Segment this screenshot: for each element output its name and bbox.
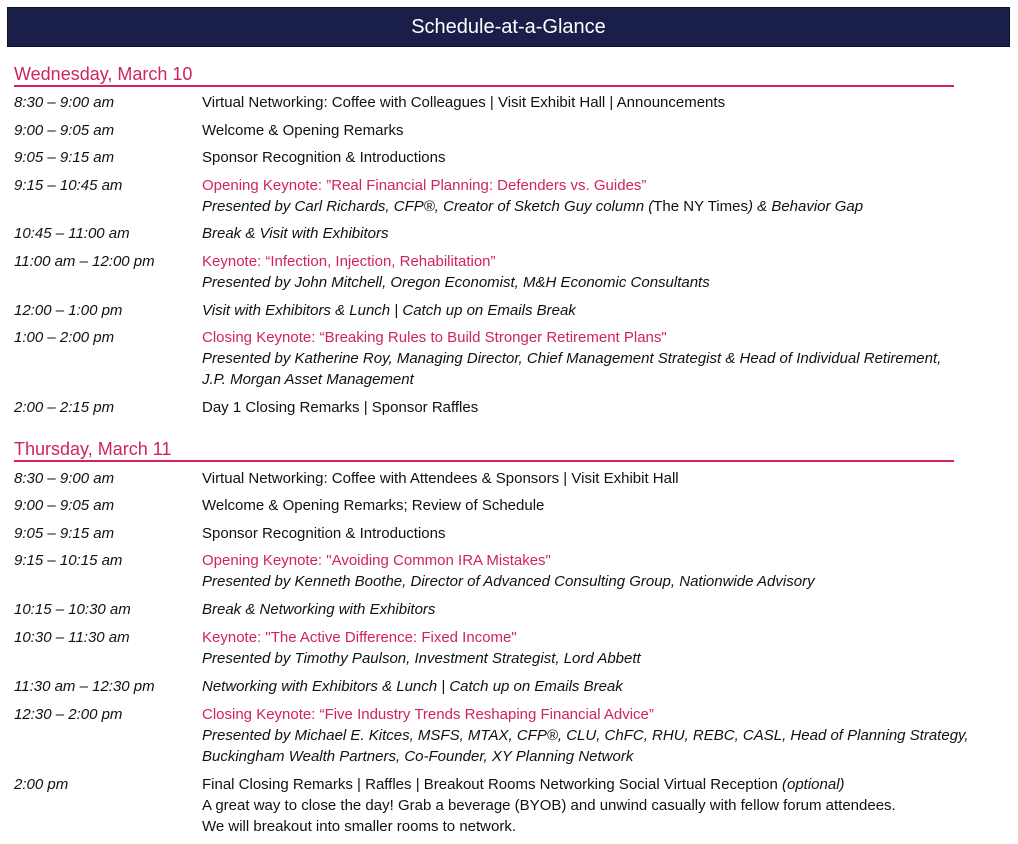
presenter-text-end: ) & Behavior Gap [747,198,864,215]
session-title-line [202,774,1002,795]
presenter-line [202,196,1002,217]
presenter-line: Presented by Timothy Paulson, Investment Strategist, Lord Abbett [202,650,641,667]
session-time: 9:00 – 9:05 am [14,122,115,139]
session-time: 1:00 – 2:00 pm [14,329,115,346]
session-title: Virtual Networking: Coffee with Colleagues | Visit Exhibit Hall | Announcements [202,94,726,111]
optional-tag: (optional) [782,776,845,793]
session-time: 12:30 – 2:00 pm [14,706,123,723]
presenter-line-2: J.P. Morgan Asset Management [202,371,414,388]
session-title: Break & Networking with Exhibitors [202,601,436,618]
session-title: Networking with Exhibitors & Lunch | Catch up on Emails Break [202,678,623,695]
session-time: 9:15 – 10:15 am [14,552,123,569]
session-title: Virtual Networking: Coffee with Attendees & Sponsors | Visit Exhibit Hall [202,470,679,487]
publication-name: The NY Times [653,198,748,215]
session-time: 10:15 – 10:30 am [14,601,131,618]
session-title: Welcome & Opening Remarks [202,122,404,139]
keynote-title: Closing Keynote: “Breaking Rules to Build Stronger Retirement Plans" [202,329,667,346]
session-time: 10:30 – 11:30 am [14,629,130,646]
presenter-line: Presented by John Mitchell, Oregon Economist, M&H Economic Consultants [202,274,710,291]
banner-title: Schedule-at-a-Glance [411,15,606,38]
session-time: 10:45 – 11:00 am [14,225,130,242]
session-title: Day 1 Closing Remarks | Sponsor Raffles [202,399,479,416]
session-time: 2:00 – 2:15 pm [14,399,115,416]
session-time: 9:05 – 9:15 am [14,525,115,542]
day-header-thursday: Thursday, March 11 [14,438,954,462]
session-time: 11:00 am – 12:00 pm [14,253,155,270]
presenter-text: Presented by Carl Richards, CFP®, Creator of Sketch Guy column ( [202,198,654,215]
session-note-2: We will breakout into smaller rooms to network. [202,818,517,835]
session-time: 9:15 – 10:45 am [14,177,123,194]
session-title: Sponsor Recognition & Introductions [202,149,446,166]
session-time: 2:00 pm [14,776,69,793]
session-title: Visit with Exhibitors & Lunch | Catch up on Emails Break [202,302,576,319]
presenter-line: Presented by Michael E. Kitces, MSFS, MTAX, CFP®, CLU, ChFC, RHU, REBC, CASL, Head of Planning Strategy, [202,727,969,744]
day-header-wednesday: Wednesday, March 10 [14,63,954,87]
session-title: Break & Visit with Exhibitors [202,225,389,242]
session-time: 9:05 – 9:15 am [14,149,115,166]
session-title: Welcome & Opening Remarks; Review of Schedule [202,497,545,514]
session-time: 8:30 – 9:00 am [14,470,115,487]
session-title: Sponsor Recognition & Introductions [202,525,446,542]
presenter-line-2: Buckingham Wealth Partners, Co-Founder, XY Planning Network [202,748,634,765]
keynote-title: Opening Keynote: ”Real Financial Planning: Defenders vs. Guides” [202,177,647,194]
keynote-title: Closing Keynote: “Five Industry Trends Reshaping Financial Advice” [202,706,654,723]
schedule-banner [7,7,1010,47]
session-time: 8:30 – 9:00 am [14,94,115,111]
session-time: 12:00 – 1:00 pm [14,302,123,319]
session-note: A great way to close the day! Grab a beverage (BYOB) and unwind casually with fellow forum attendees. [202,797,896,814]
session-title: Final Closing Remarks | Raffles | Breakout Rooms Networking Social Virtual Reception [202,776,778,793]
presenter-line: Presented by Katherine Roy, Managing Director, Chief Management Strategist & Head of Individual Retirement, [202,350,942,367]
keynote-title: Keynote: "The Active Difference: Fixed Income" [202,629,517,646]
keynote-title: Keynote: “Infection, Injection, Rehabilitation” [202,253,496,270]
session-time: 11:30 am – 12:30 pm [14,678,155,695]
session-time: 9:00 – 9:05 am [14,497,115,514]
keynote-title: Opening Keynote: "Avoiding Common IRA Mistakes" [202,552,551,569]
presenter-line: Presented by Kenneth Boothe, Director of Advanced Consulting Group, Nationwide Advisory [202,573,815,590]
